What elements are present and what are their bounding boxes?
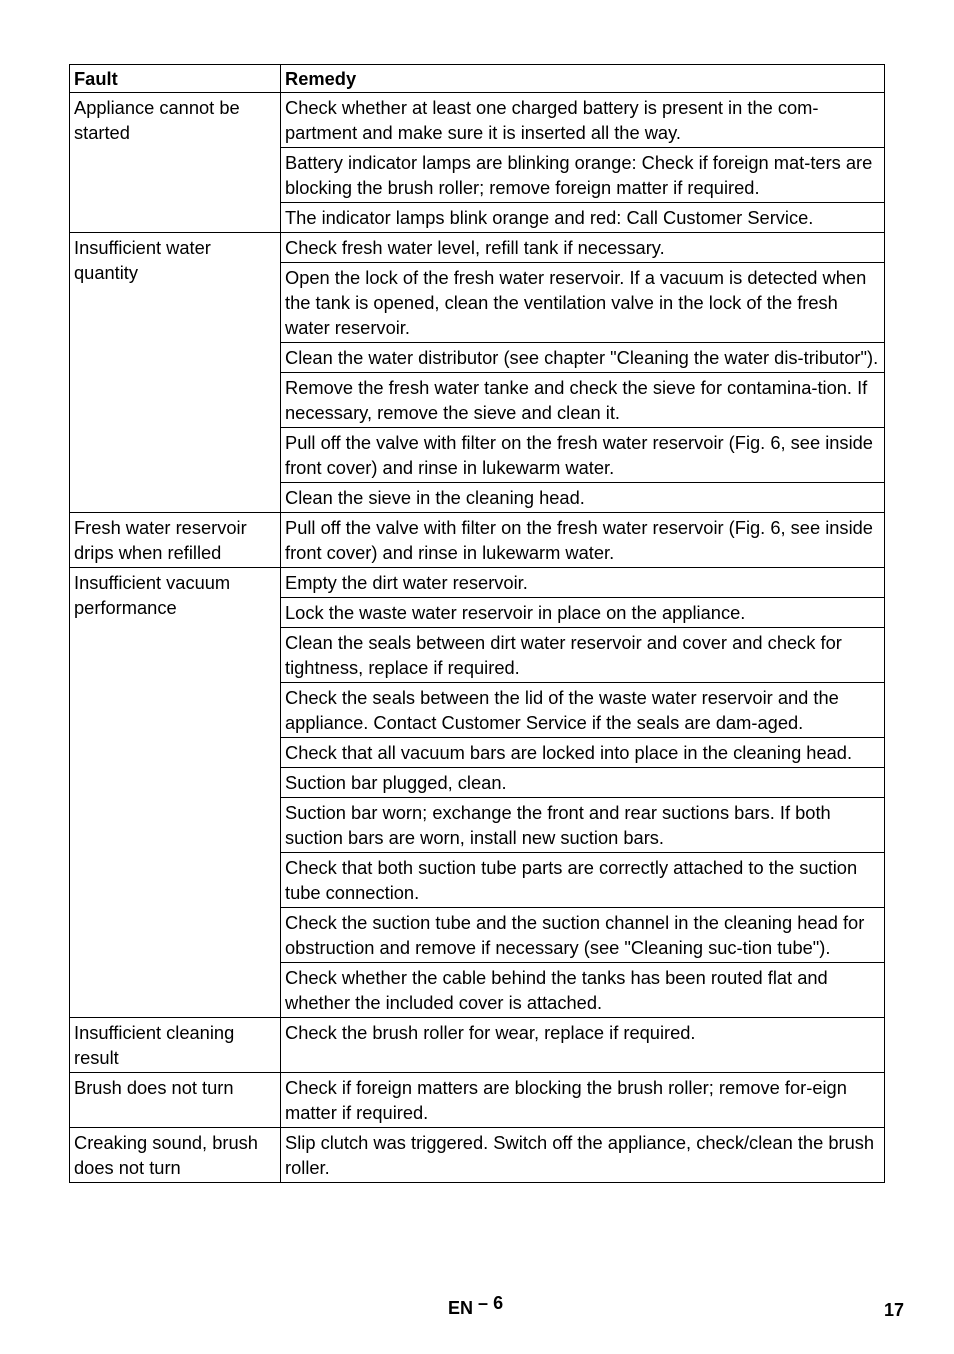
remedy-cell: Open the lock of the fresh water reservoir. If a vacuum is detected when the tank is opened, clean the ventilation valve in the lock of the fresh water reservoir. xyxy=(281,263,885,343)
remedy-cell: Check whether the cable behind the tanks has been routed flat and whether the included cover is attached. xyxy=(281,963,885,1018)
remedy-cell: Slip clutch was triggered. Switch off the appliance, check/clean the brush roller. xyxy=(281,1128,885,1183)
page-number: 17 xyxy=(884,1300,905,1320)
remedy-cell: Check the suction tube and the suction channel in the cleaning head for obstruction and remove if necessary (see "Cleaning suc-tion tube"). xyxy=(281,908,885,963)
table-row xyxy=(70,93,885,148)
remedy-cell: Pull off the valve with filter on the fresh water reservoir (Fig. 6, see inside front cover) and rinse in lukewarm water. xyxy=(281,513,885,568)
remedy-cell: Lock the waste water reservoir in place on the appliance. xyxy=(281,598,885,628)
remedy-cell: Check fresh water level, refill tank if necessary. xyxy=(281,233,885,263)
footer-section-number: 6 xyxy=(493,1293,504,1313)
remedy-cell: Check that all vacuum bars are locked into place in the cleaning head. xyxy=(281,738,885,768)
remedy-cell: Remove the fresh water tanke and check the sieve for contamina-tion. If necessary, remove the sieve and clean it. xyxy=(281,373,885,428)
header-fault: Fault xyxy=(70,65,281,93)
fault-cell: Creaking sound, brush does not turn xyxy=(70,1128,281,1183)
table-row xyxy=(70,233,885,263)
table-row xyxy=(70,1018,885,1073)
footer-section-page xyxy=(478,1293,503,1313)
remedy-cell: Empty the dirt water reservoir. xyxy=(281,568,885,598)
fault-cell: Appliance cannot be started xyxy=(70,93,281,233)
remedy-cell: Pull off the valve with filter on the fresh water reservoir (Fig. 6, see inside front cover) and rinse in lukewarm water. xyxy=(281,428,885,483)
table-row xyxy=(70,1073,885,1128)
footer-language: EN xyxy=(448,1298,474,1318)
remedy-cell: Battery indicator lamps are blinking orange: Check if foreign mat-ters are blocking the brush roller; remove foreign matter if required. xyxy=(281,148,885,203)
table-row xyxy=(70,1128,885,1183)
table-body xyxy=(70,93,885,1183)
fault-cell: Insufficient cleaning result xyxy=(70,1018,281,1073)
fault-cell: Insufficient water quantity xyxy=(70,233,281,513)
remedy-cell: Suction bar plugged, clean. xyxy=(281,768,885,798)
fault-cell: Fresh water reservoir drips when refilled xyxy=(70,513,281,568)
remedy-cell: Suction bar worn; exchange the front and rear suctions bars. If both suction bars are worn, install new suction bars. xyxy=(281,798,885,853)
fault-cell: Brush does not turn xyxy=(70,1073,281,1128)
table-row xyxy=(70,513,885,568)
remedy-cell: Check the seals between the lid of the waste water reservoir and the appliance. Contact Customer Service if the seals are dam-aged. xyxy=(281,683,885,738)
header-remedy: Remedy xyxy=(281,65,885,93)
remedy-cell: Clean the sieve in the cleaning head. xyxy=(281,483,885,513)
footer-dash: – xyxy=(478,1293,489,1313)
table-header-row xyxy=(70,65,885,93)
fault-remedy-table xyxy=(69,64,885,1183)
remedy-cell: Check that both suction tube parts are correctly attached to the suction tube connection. xyxy=(281,853,885,908)
fault-cell: Insufficient vacuum performance xyxy=(70,568,281,1018)
remedy-cell: Check if foreign matters are blocking the brush roller; remove for-eign matter if required. xyxy=(281,1073,885,1128)
page-footer-section xyxy=(448,1293,504,1319)
remedy-cell: The indicator lamps blink orange and red: Call Customer Service. xyxy=(281,203,885,233)
table-row xyxy=(70,568,885,598)
remedy-cell: Check whether at least one charged battery is present in the com-partment and make sure it is inserted all the way. xyxy=(281,93,885,148)
remedy-cell: Clean the water distributor (see chapter "Cleaning the water dis-tributor"). xyxy=(281,343,885,373)
remedy-cell: Clean the seals between dirt water reservoir and cover and check for tightness, replace if required. xyxy=(281,628,885,683)
remedy-cell: Check the brush roller for wear, replace if required. xyxy=(281,1018,885,1073)
